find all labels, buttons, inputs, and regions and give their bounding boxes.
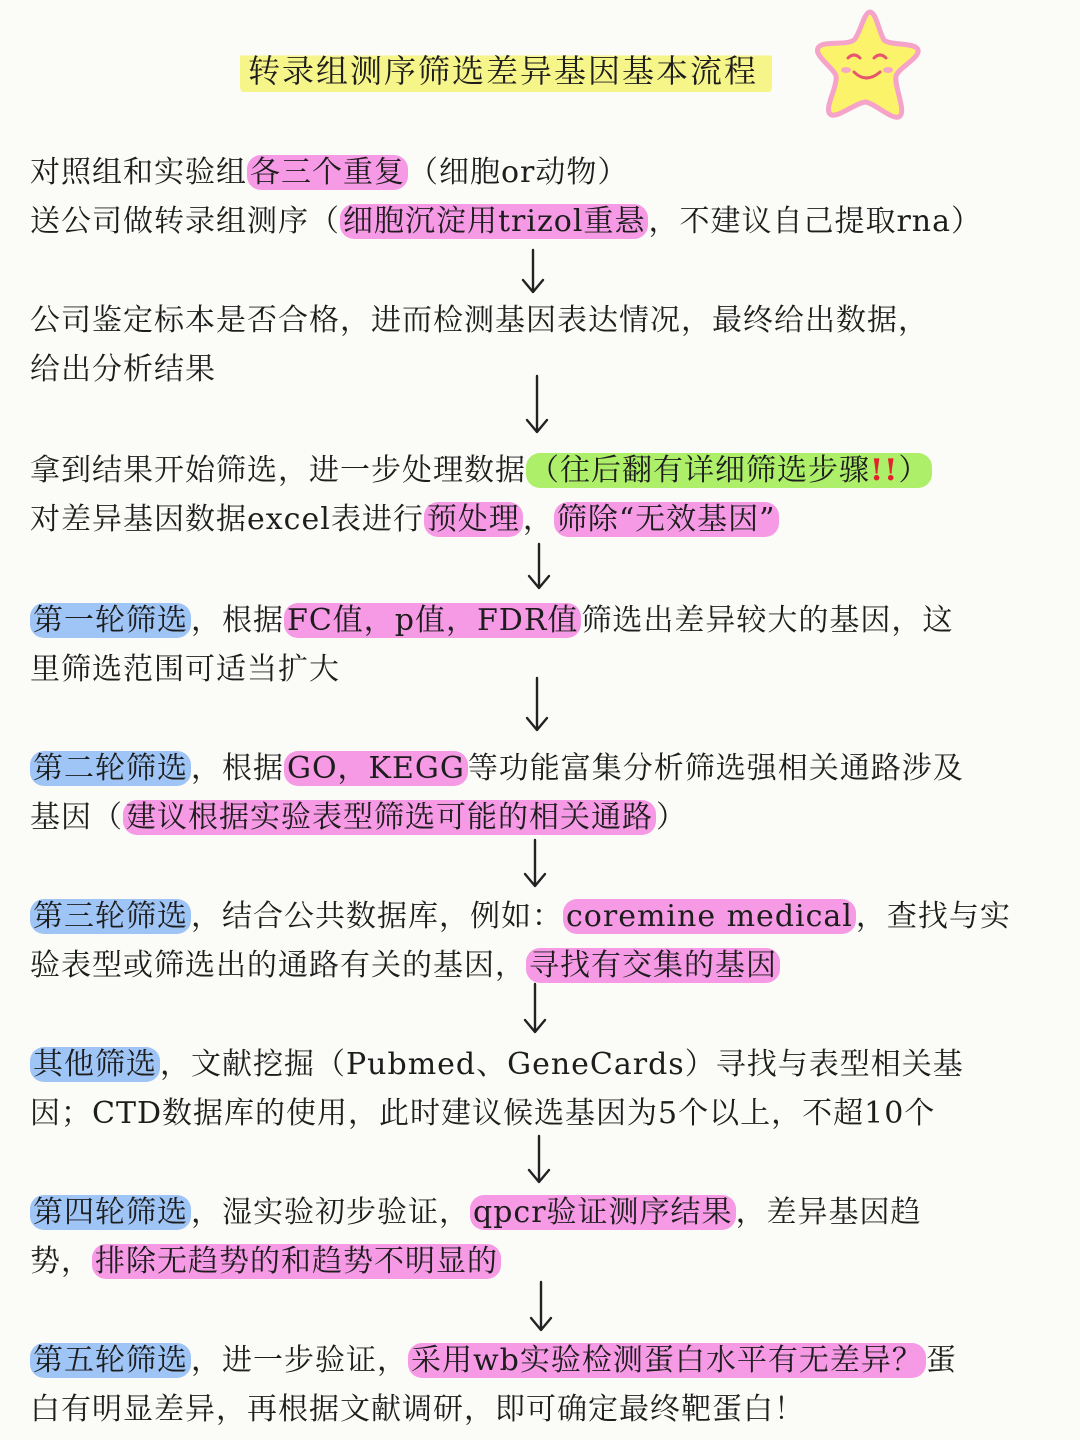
step-8-line-2: [30, 1237, 1070, 1286]
step-3-line-2: [30, 495, 1070, 544]
highlight-pink: 各三个重复: [247, 155, 408, 190]
step-9: [30, 1336, 1070, 1434]
text: ，根据: [191, 751, 284, 786]
text: 筛选出差异较大的基因，这: [581, 603, 954, 638]
text: ）: [656, 800, 687, 835]
text: 拿到结果开始筛选，进一步处理数据: [30, 453, 526, 488]
title-container: [240, 46, 772, 94]
step-4-line-1: [30, 596, 1070, 645]
step-2-line-1: 公司鉴定标本是否合格，进而检测基因表达情况，最终给出数据，: [30, 303, 929, 338]
step-3-line-1: [30, 446, 1070, 495]
down-arrow-icon: [524, 542, 554, 592]
step-1-line-1: [30, 148, 1070, 197]
text: （细胞or动物）: [408, 155, 629, 190]
text: ，进一步验证，: [191, 1343, 408, 1378]
step-7: [30, 1040, 1070, 1138]
smiling-star-icon: [808, 6, 926, 124]
highlight-pink: FC值，p值，FDR值: [284, 603, 581, 638]
text: ，不建议自己提取rna）: [648, 204, 983, 239]
text: 送公司做转录组测序（: [30, 204, 340, 239]
step-5: [30, 744, 1070, 842]
step-5-line-1: [30, 744, 1070, 793]
down-arrow-icon: [524, 1134, 554, 1186]
highlight-blue: 第一轮筛选: [30, 603, 191, 638]
text: ，湿实验初步验证，: [191, 1195, 470, 1230]
step-7-line-1: [30, 1040, 1070, 1089]
step-1-line-2: [30, 197, 1070, 246]
step-3: [30, 446, 1070, 544]
text: （往后翻有详细筛选步骤: [529, 453, 870, 488]
step-2-line-2: 给出分析结果: [30, 352, 216, 387]
down-arrow-icon: [526, 1280, 556, 1334]
down-arrow-icon: [520, 982, 550, 1036]
step-8-line-1: [30, 1188, 1070, 1237]
text: 蛋: [925, 1343, 957, 1378]
step-9-line-1: [30, 1336, 1070, 1385]
text: ，: [522, 502, 554, 537]
text: 验表型或筛选出的通路有关的基因，: [30, 948, 526, 983]
highlight-pink: 筛除“无效基因”: [554, 502, 779, 537]
text: ，差异基因趋: [735, 1195, 922, 1230]
text: 对照组和实验组: [30, 155, 247, 190]
step-6-line-1: [30, 892, 1070, 941]
highlight-pink: qpcr验证测序结果: [470, 1195, 736, 1230]
step-9-line-2: 白有明显差异，再根据文献调研，即可确定最终靶蛋白！: [30, 1392, 805, 1427]
highlight-blue: 第四轮筛选: [30, 1195, 191, 1230]
step-8: [30, 1188, 1070, 1286]
highlight-blue: 其他筛选: [30, 1047, 160, 1082]
highlight-pink: 寻找有交集的基因: [526, 948, 780, 983]
text: 基因（: [30, 800, 123, 835]
highlight-pink: coremine medical: [563, 899, 856, 934]
text: 对差异基因数据excel表进行: [30, 502, 424, 537]
double-exclamation-icon: !!: [870, 453, 899, 488]
highlight-blue: 第三轮筛选: [30, 899, 191, 934]
step-1: [30, 148, 1070, 246]
text: 势，: [30, 1244, 92, 1279]
step-5-line-2: [30, 793, 1070, 842]
text: ，查找与实: [855, 899, 1011, 934]
text: ）: [898, 453, 930, 488]
highlight-pink: 采用wb实验检测蛋白水平有无差异？: [408, 1343, 926, 1378]
text: ，根据: [191, 603, 284, 638]
highlight-pink: 建议根据实验表型筛选可能的相关通路: [123, 800, 656, 835]
step-6-line-2: [30, 941, 1070, 990]
highlight-blue: 第二轮筛选: [30, 751, 191, 786]
text: 等功能富集分析筛选强相关通路涉及: [467, 751, 964, 786]
step-4-line-2: 里筛选范围可适当扩大: [30, 652, 340, 687]
highlight-pink: 排除无趋势的和趋势不明显的: [92, 1244, 501, 1279]
down-arrow-icon: [522, 374, 552, 436]
highlight-green: [526, 453, 932, 488]
step-6: [30, 892, 1070, 990]
highlight-pink: 细胞沉淀用trizol重悬: [340, 204, 648, 239]
highlight-pink: GO，KEGG: [284, 751, 468, 786]
down-arrow-icon: [518, 248, 548, 296]
highlight-blue: 第五轮筛选: [30, 1343, 191, 1378]
down-arrow-icon: [522, 676, 552, 734]
down-arrow-icon: [520, 838, 550, 890]
step-7-line-2: 因；CTD数据库的使用，此时建议候选基因为5个以上，不超10个: [30, 1096, 936, 1131]
text: ，文献挖掘（Pubmed、GeneCards）寻找与表型相关基: [160, 1047, 964, 1082]
text: ，结合公共数据库，例如：: [191, 899, 563, 934]
page-title: 转录组测序筛选差异基因基本流程: [240, 44, 772, 96]
highlight-pink: 预处理: [424, 502, 523, 537]
